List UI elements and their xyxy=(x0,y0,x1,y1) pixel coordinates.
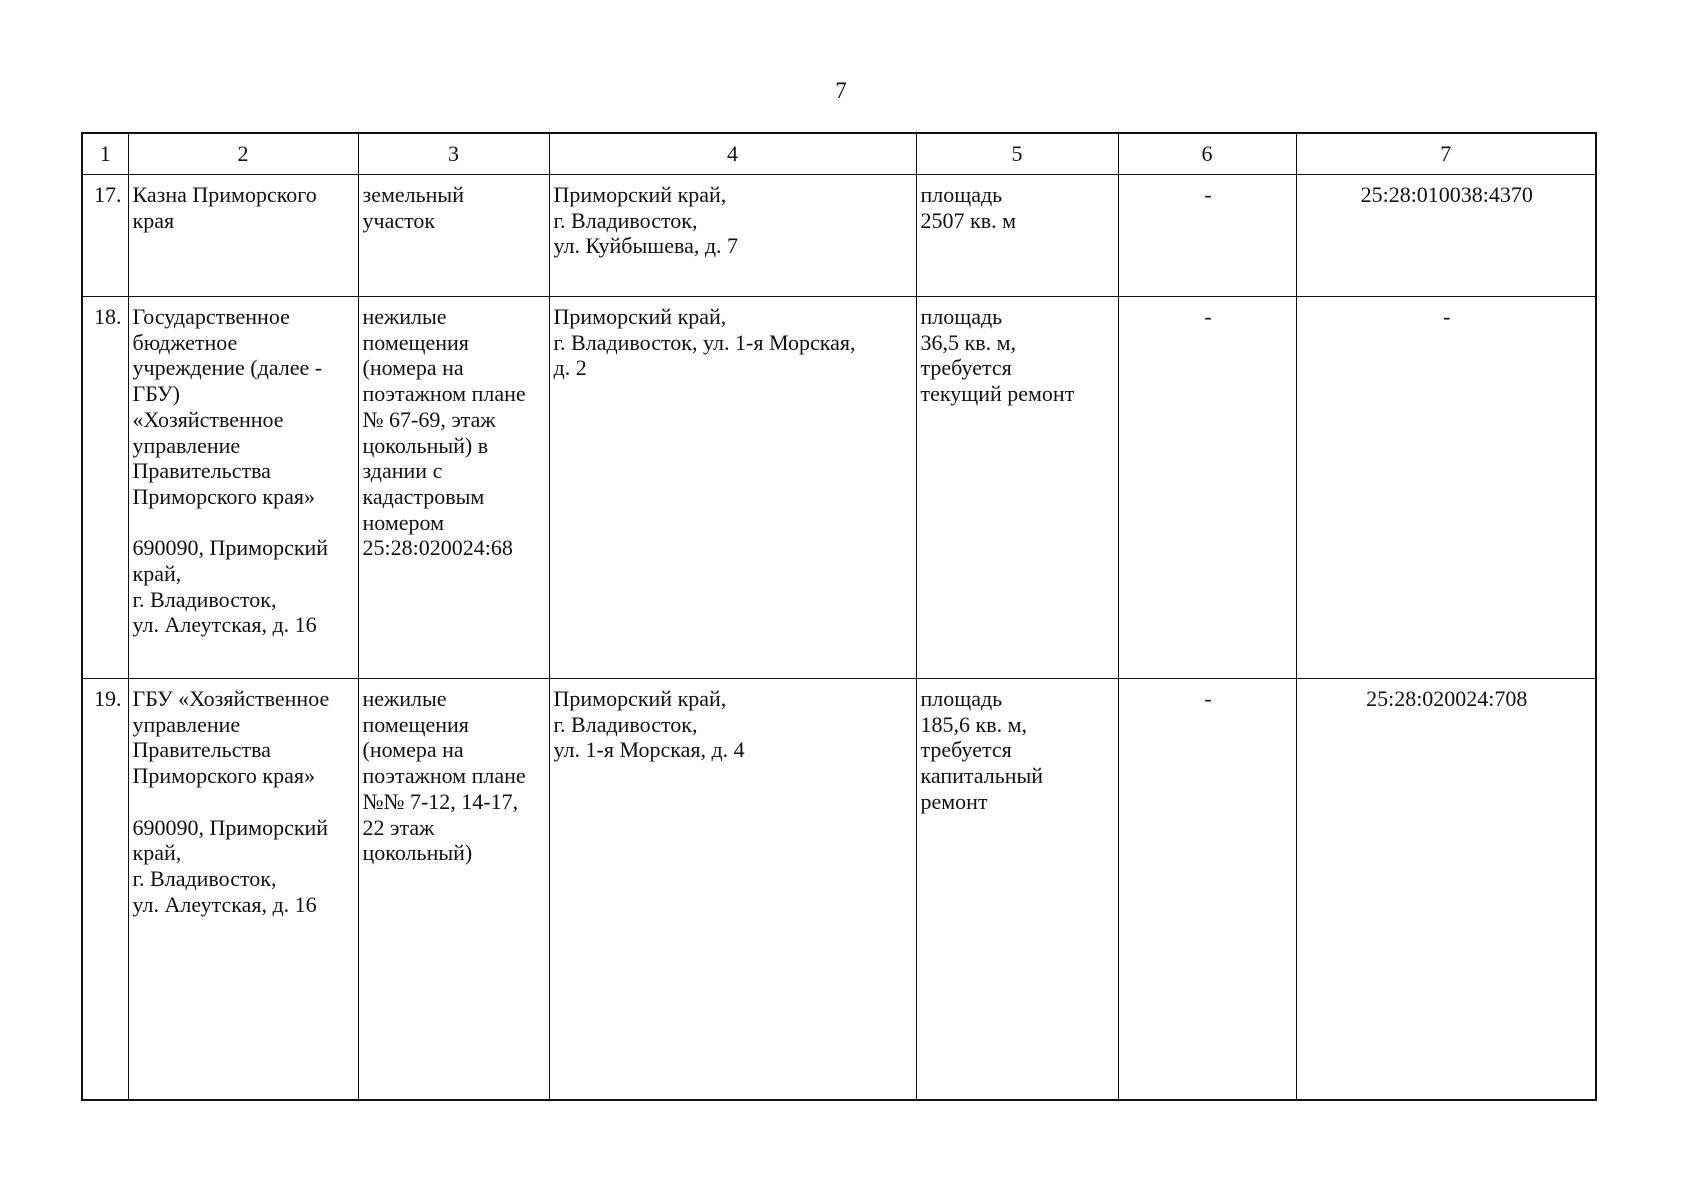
owner-cell xyxy=(128,679,358,1101)
col6-cell xyxy=(1118,679,1296,1101)
col6-text: - xyxy=(1204,686,1212,711)
row-number: 17. xyxy=(94,182,122,207)
column-header-4: 4 xyxy=(549,133,916,175)
table-header-row xyxy=(82,133,1596,175)
address-text: Приморский край, г. Владивосток, ул. 1-я Морская, д. 2 xyxy=(553,304,856,381)
cadastral-cell xyxy=(1296,679,1596,1101)
row-number-cell xyxy=(82,297,128,679)
characteristics-text: площадь 36,5 кв. м, требуется текущий ремонт xyxy=(920,304,1075,407)
object-text: нежилые помещения (номера на поэтажном плане № 67-69, этаж цокольный) в здании с кадастровым номером 25:28:020024:68 xyxy=(362,304,526,561)
row-number-cell xyxy=(82,175,128,297)
column-header-5: 5 xyxy=(916,133,1118,175)
object-text: земельный участок xyxy=(362,182,464,233)
owner-text: ГБУ «Хозяйственное управление Правительства Приморского края» 690090, Приморский край, г. Владивосток, ул. Алеутская, д. 16 xyxy=(132,686,330,917)
address-text: Приморский край, г. Владивосток, ул. 1-я Морская, д. 4 xyxy=(553,686,745,763)
object-cell xyxy=(358,297,549,679)
cadastral-cell xyxy=(1296,175,1596,297)
row-number: 19. xyxy=(94,686,122,711)
owner-cell xyxy=(128,297,358,679)
object-text: нежилые помещения (номера на поэтажном плане №№ 7-12, 14-17, 22 этаж цокольный) xyxy=(362,686,526,866)
owner-text: Государственное бюджетное учреждение (далее - ГБУ) «Хозяйственное управление Правительства Приморского края» 690090, Приморский край, г. Владивосток, ул. Алеутская, д. 16 xyxy=(132,304,329,638)
table-row xyxy=(82,679,1596,1101)
column-header-3: 3 xyxy=(358,133,549,175)
owner-text: Казна Приморского края xyxy=(132,182,317,233)
column-header-7: 7 xyxy=(1296,133,1596,175)
table-row xyxy=(82,297,1596,679)
col6-text: - xyxy=(1204,304,1212,329)
address-cell xyxy=(549,679,916,1101)
characteristics-cell xyxy=(916,297,1118,679)
object-cell xyxy=(358,175,549,297)
cadastral-text: 25:28:010038:4370 xyxy=(1360,182,1533,207)
address-text: Приморский край, г. Владивосток, ул. Куйбышева, д. 7 xyxy=(553,182,739,259)
characteristics-text: площадь 185,6 кв. м, требуется капитальный ремонт xyxy=(920,686,1044,814)
characteristics-cell xyxy=(916,175,1118,297)
address-cell xyxy=(549,297,916,679)
cadastral-text: - xyxy=(1443,304,1451,329)
column-header-6: 6 xyxy=(1118,133,1296,175)
owner-cell xyxy=(128,175,358,297)
col6-text: - xyxy=(1204,182,1212,207)
col6-cell xyxy=(1118,175,1296,297)
col6-cell xyxy=(1118,297,1296,679)
characteristics-cell xyxy=(916,679,1118,1101)
column-header-1: 1 xyxy=(82,133,128,175)
row-number-cell xyxy=(82,679,128,1101)
page-number: 7 xyxy=(835,78,847,103)
characteristics-text: площадь 2507 кв. м xyxy=(920,182,1016,233)
object-cell xyxy=(358,679,549,1101)
column-header-2: 2 xyxy=(128,133,358,175)
cadastral-cell xyxy=(1296,297,1596,679)
cadastral-text: 25:28:020024:708 xyxy=(1366,686,1528,711)
property-table xyxy=(81,132,1597,1101)
row-number: 18. xyxy=(94,304,122,329)
table-row xyxy=(82,175,1596,297)
address-cell xyxy=(549,175,916,297)
